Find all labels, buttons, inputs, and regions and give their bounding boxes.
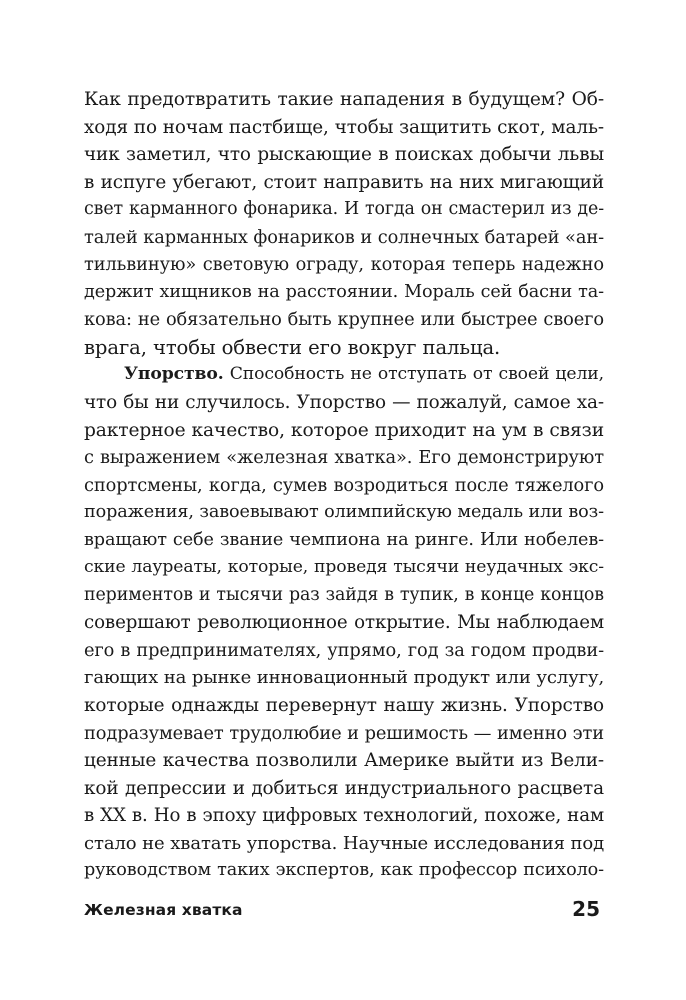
page-number: 25 — [572, 897, 600, 921]
text-line: которые однажды перевернут нашу жизнь. Упорство — [84, 695, 604, 717]
text-line: тильвиную» световую ограду, которая теперь надежно — [84, 254, 604, 276]
text-line: Как предотвратить такие нападения в будущем? Об- — [84, 89, 604, 110]
page-footer — [84, 897, 604, 927]
paragraph-1 — [84, 86, 604, 361]
paragraph-2 — [84, 361, 604, 884]
text-line: кой депрессии и добиться индустриального расцвета — [84, 777, 604, 799]
text-line: рактерное качество, которое приходит на ум в связи — [84, 419, 604, 441]
text-line: в испуге убегают, стоит направить на них мигающий — [84, 171, 604, 193]
text-line: что бы ни случилось. Упорство — пожалуй, самое ха- — [84, 392, 604, 414]
text-line: чик заметил, что рыскающие в поисках добычи львы — [84, 144, 604, 166]
text-line: врага, чтобы обвести его вокруг пальца. — [84, 335, 501, 359]
running-title: Железная хватка — [84, 901, 243, 919]
text-line: совершают революционное открытие. Мы наблюдаем — [84, 612, 604, 634]
paragraph-heading: Упорство. — [124, 364, 224, 385]
text-line: его в предпринимателях, упрямо, год за годом продви- — [84, 639, 604, 661]
text-line: в XX в. Но в эпоху цифровых технологий, похоже, нам — [84, 805, 604, 827]
text-line: держит хищников на расстоянии. Мораль сей басни та- — [84, 281, 604, 302]
text-line: свет карманного фонарика. И тогда он смастерил из де- — [84, 199, 604, 220]
text-line: ценные качества позволили Америке выйти из Вели- — [84, 750, 604, 772]
text-line: подразумевает трудолюбие и решимость — именно эти — [84, 722, 604, 744]
page-body — [84, 86, 604, 885]
text-line: талей карманных фонариков и солнечных батарей «ан- — [84, 226, 604, 248]
text-line: вращают себе звание чемпиона на ринге. Или нобелев- — [84, 529, 604, 550]
text-line-first — [84, 361, 604, 389]
text-line: гающих на рынке инновационный продукт или услугу, — [84, 667, 605, 689]
text-line: стало не хватать упорства. Научные исследования под — [84, 832, 605, 854]
text-line: руководством таких экспертов, как профессор психоло- — [84, 860, 604, 881]
text-line: периментов и тысячи раз зайдя в тупик, в конце концов — [84, 584, 604, 605]
text-line: ские лауреаты, которые, проведя тысячи неудачных экс- — [84, 557, 604, 578]
text-line: кова: не обязательно быть крупнее или быстрее своего — [84, 309, 604, 331]
text-line: поражения, завоевывают олимпийскую медаль или воз- — [84, 502, 604, 523]
text-line: спортсмены, когда, сумев возродиться после тяжелого — [84, 474, 604, 496]
text-line: с выражением «железная хватка». Его демонстрируют — [84, 447, 604, 469]
paragraph-first-line-text: Способность не отступать от своей цели, — [229, 364, 604, 385]
text-line: ходя по ночам пастбище, чтобы защитить скот, маль- — [84, 116, 604, 138]
